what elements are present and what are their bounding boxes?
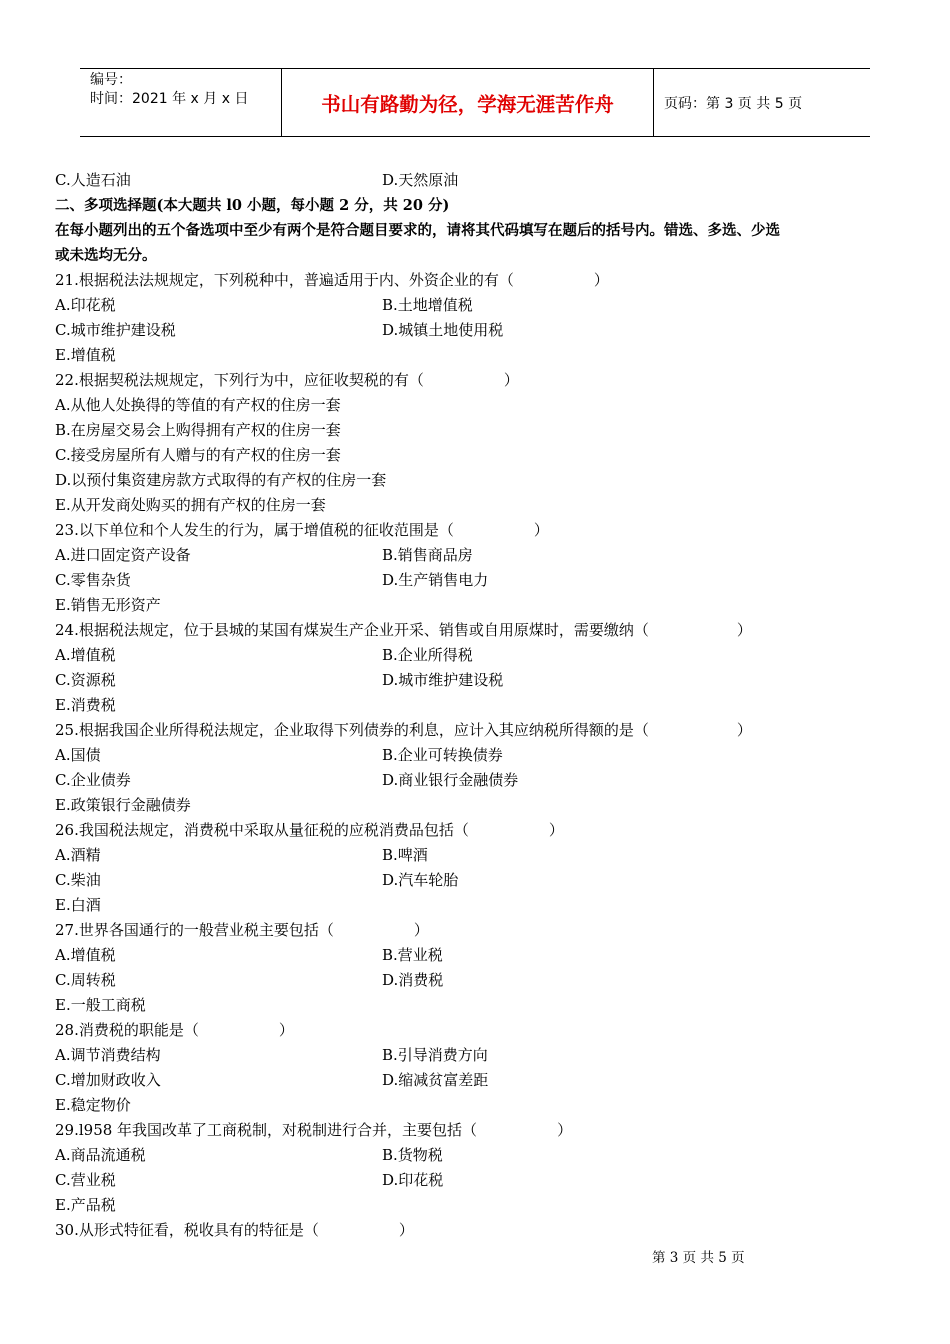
question-stem — [55, 918, 900, 943]
question-text: 27.世界各国通行的一般营业税主要包括（ — [55, 921, 334, 939]
option-c: C.周转税 — [55, 971, 116, 989]
option-b: B.企业所得税 — [382, 646, 473, 664]
option-b: B.土地增值税 — [382, 296, 473, 314]
page-footer: 第 3 页 共 5 页 — [652, 1250, 745, 1266]
option-d: D.城镇土地使用税 — [382, 321, 504, 339]
option-row — [55, 793, 900, 818]
option-b: B.销售商品房 — [382, 546, 473, 564]
page-header — [80, 68, 870, 137]
option-row — [55, 593, 900, 618]
option-row — [55, 868, 900, 893]
option-row — [55, 443, 900, 468]
option-d: D.以预付集资建房款方式取得的有产权的住房一套 — [55, 471, 387, 489]
question-stem — [55, 1218, 900, 1243]
option-c: C.城市维护建设税 — [55, 321, 176, 339]
exam-content — [55, 168, 900, 1243]
section-instruction-line-2: 或未选均无分。 — [55, 247, 157, 264]
option-e: E.从开发商处购买的拥有产权的住房一套 — [55, 496, 326, 514]
option-e: E.产品税 — [55, 1196, 116, 1214]
question-stem — [55, 718, 900, 743]
closing-paren: ） — [413, 921, 429, 939]
question-stem — [55, 618, 900, 643]
option-row — [55, 643, 900, 668]
option-a: A.印花税 — [55, 296, 116, 314]
option-d: D.汽车轮胎 — [382, 871, 459, 889]
option-row — [55, 418, 900, 443]
question-text: 28.消费税的职能是（ — [55, 1021, 199, 1039]
question-stem — [55, 368, 900, 393]
document-date: 时间：2021 年 x 月 x 日 — [90, 91, 249, 107]
option-row — [55, 668, 900, 693]
closing-paren: ） — [557, 1121, 573, 1139]
closing-paren: ） — [736, 621, 752, 639]
option-a: A.增值税 — [55, 646, 116, 664]
option-row — [55, 493, 900, 518]
closing-paren: ） — [398, 1221, 414, 1239]
closing-paren: ） — [278, 1021, 294, 1039]
option-e: E.白酒 — [55, 896, 101, 914]
closing-paren: ） — [593, 271, 609, 289]
option-c: C.企业债券 — [55, 771, 131, 789]
closing-paren: ） — [533, 521, 549, 539]
question-stem — [55, 1018, 900, 1043]
header-motto: 书山有路勤为径，学海无涯苦作舟 — [282, 69, 654, 136]
option-row — [55, 1168, 900, 1193]
option-row — [55, 343, 900, 368]
option-row — [55, 543, 900, 568]
question-text: 21.根据税法法规规定，下列税种中，普遍适用于内、外资企业的有（ — [55, 271, 514, 289]
option-b: B.引导消费方向 — [382, 1046, 488, 1064]
question-stem — [55, 818, 900, 843]
option-row — [55, 568, 900, 593]
option-c: C.营业税 — [55, 1171, 116, 1189]
option-a: A.调节消费结构 — [55, 1046, 161, 1064]
option-c: C.增加财政收入 — [55, 1071, 161, 1089]
option-d: D.印花税 — [382, 1171, 444, 1189]
option-row — [55, 968, 900, 993]
option-a: A.商品流通税 — [55, 1146, 146, 1164]
option-row — [55, 468, 900, 493]
question-text: 22.根据契税法规规定，下列行为中，应征收契税的有（ — [55, 371, 424, 389]
option-a: A.从他人处换得的等值的有产权的住房一套 — [55, 396, 341, 414]
question-text: 24.根据税法规定，位于县城的某国有煤炭生产企业开采、销售或自用原煤时，需要缴纳（ — [55, 621, 649, 639]
option-d: D.消费税 — [382, 971, 444, 989]
option-d: D.缩减贫富差距 — [382, 1071, 489, 1089]
option-row — [55, 393, 900, 418]
option-row — [55, 693, 900, 718]
option-b: B.货物税 — [382, 1146, 443, 1164]
closing-paren: ） — [548, 821, 564, 839]
question-stem — [55, 518, 900, 543]
option-a: A.国债 — [55, 746, 101, 764]
option-row — [55, 1093, 900, 1118]
document-number-label: 编号： — [90, 72, 132, 88]
option-c: C.柴油 — [55, 871, 101, 889]
option-e: E.销售无形资产 — [55, 596, 161, 614]
section-title: 二、多项选择题(本大题共 l0 小题，每小题 2 分，共 20 分) — [55, 197, 450, 214]
option-e: E.稳定物价 — [55, 1096, 131, 1114]
option-row — [55, 893, 900, 918]
question-stem — [55, 1118, 900, 1143]
option-row — [55, 1143, 900, 1168]
option-a: A.增值税 — [55, 946, 116, 964]
option-row — [55, 1043, 900, 1068]
prev-question-options — [55, 168, 900, 193]
header-meta — [80, 69, 282, 136]
option-b: B.啤酒 — [382, 846, 428, 864]
question-text: 26.我国税法规定，消费税中采取从量征税的应税消费品包括（ — [55, 821, 469, 839]
option-row — [55, 293, 900, 318]
question-text: 23.以下单位和个人发生的行为，属于增值税的征收范围是（ — [55, 521, 454, 539]
option-d: D.商业银行金融债券 — [382, 771, 519, 789]
option-c: C.接受房屋所有人赠与的有产权的住房一套 — [55, 446, 341, 464]
option-e: E.消费税 — [55, 696, 116, 714]
option-row — [55, 768, 900, 793]
option-row — [55, 993, 900, 1018]
option-row — [55, 1068, 900, 1093]
option-c: C.零售杂货 — [55, 571, 131, 589]
option-b: B.企业可转换债券 — [382, 746, 503, 764]
option-e: E.增值税 — [55, 346, 116, 364]
option-b: B.在房屋交易会上购得拥有产权的住房一套 — [55, 421, 341, 439]
header-page-number: 页码：第 3 页 共 5 页 — [664, 95, 803, 112]
option-e: E.一般工商税 — [55, 996, 146, 1014]
closing-paren: ） — [736, 721, 752, 739]
option-a: A.酒精 — [55, 846, 101, 864]
section-instruction-line-1: 在每小题列出的五个备选项中至少有两个是符合题目要求的，请将其代码填写在题后的括号内。错选、多选、少选 — [55, 222, 780, 239]
question-list — [55, 268, 900, 1243]
question-text: 30.从形式特征看，税收具有的特征是（ — [55, 1221, 319, 1239]
option-row — [55, 1193, 900, 1218]
option-c: C.资源税 — [55, 671, 116, 689]
closing-paren: ） — [503, 371, 519, 389]
option-b: B.营业税 — [382, 946, 443, 964]
option-row — [55, 843, 900, 868]
option-d: D.城市维护建设税 — [382, 671, 504, 689]
option-row — [55, 743, 900, 768]
option-d: D.生产销售电力 — [382, 571, 489, 589]
question-text: 25.根据我国企业所得税法规定，企业取得下列债券的利息，应计入其应纳税所得额的是（ — [55, 721, 649, 739]
question-stem — [55, 268, 900, 293]
option-row — [55, 318, 900, 343]
option-row — [55, 943, 900, 968]
option-d: D.天然原油 — [382, 171, 459, 189]
question-text: 29.l958 年我国改革了工商税制，对税制进行合并，主要包括（ — [55, 1121, 478, 1139]
option-a: A.进口固定资产设备 — [55, 546, 191, 564]
option-e: E.政策银行金融债券 — [55, 796, 191, 814]
option-c: C.人造石油 — [55, 171, 131, 189]
